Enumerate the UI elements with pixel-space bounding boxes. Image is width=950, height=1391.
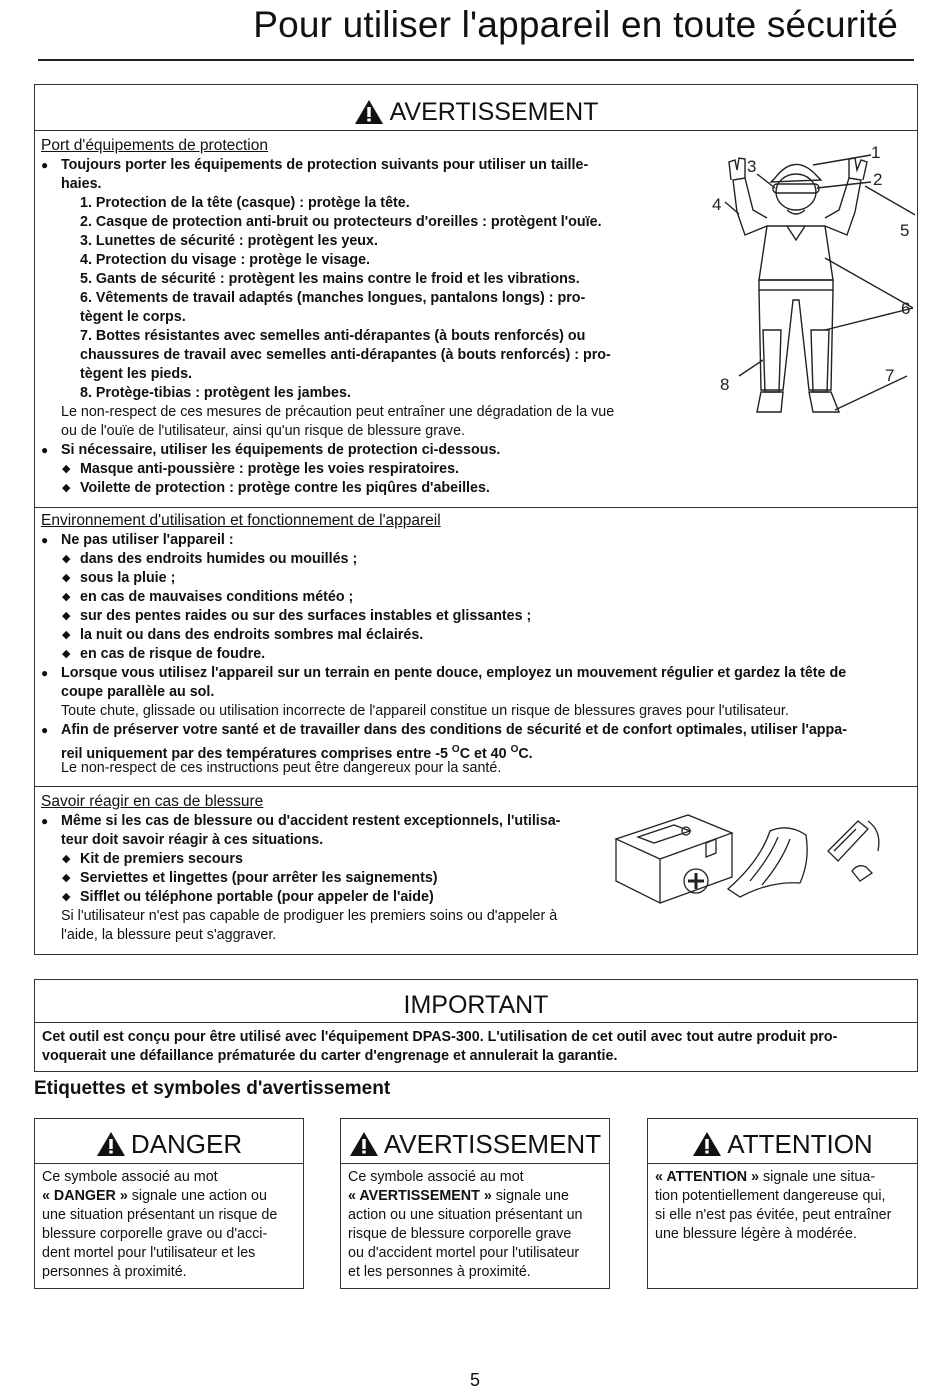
attention-label: ATTENTION: [727, 1128, 873, 1159]
figure-label-1: 1: [871, 143, 881, 162]
protective-equipment-illustration: [675, 140, 915, 430]
protection-line: haies.: [61, 176, 102, 192]
protection-item: 4. Protection du visage : protège le visage.: [80, 252, 370, 268]
environment-item: sur des pentes raides ou sur des surfaces instables et glissantes ;: [80, 608, 532, 624]
protection-item: 6. Vêtements de travail adaptés (manches longues, pantalons longs) : pro-: [80, 290, 586, 306]
danger-box: [34, 1118, 304, 1289]
attention-text-line: tion potentiellement dangereuse qui,: [655, 1188, 886, 1204]
attention-text-line: signale une situa-: [759, 1169, 876, 1185]
protection-line: Si nécessaire, utiliser les équipements de protection ci-dessous.: [61, 442, 501, 458]
danger-text-line: blessure corporelle grave ou d'acci-: [42, 1226, 268, 1242]
environment-line: Ne pas utiliser l'appareil :: [61, 532, 234, 548]
injury-item: Serviettes et lingettes (pour arrêter les saignements): [80, 870, 438, 886]
avertissement-text-line: Ce symbole associé au mot: [348, 1169, 524, 1185]
environment-line: Lorsque vous utilisez l'appareil sur un terrain en pente douce, employez un mouvement régulier et gardez la tête de: [61, 665, 847, 681]
header-rule: [648, 1163, 917, 1164]
protection-line: Toujours porter les équipements de protection suivants pour utiliser un taille-: [61, 157, 589, 173]
page-title: Pour utiliser l'appareil en toute sécurité: [253, 4, 898, 45]
diamond-bullet-icon: ◆: [62, 610, 71, 622]
section-injury-heading: Savoir réagir en cas de blessure: [41, 793, 264, 810]
avertissement-text-line: signale une: [491, 1188, 569, 1204]
environment-line: reil uniquement par des températures comprises entre -5 $^O$C et 40 $^O$C.: [61, 744, 533, 762]
diamond-bullet-icon: ◆: [62, 482, 71, 494]
protection-item: tègent les pieds.: [80, 366, 193, 382]
attention-text-line: une blessure légère à modérée.: [655, 1226, 857, 1242]
diamond-bullet-icon: ◆: [62, 572, 71, 584]
circle-bullet-icon: ●: [41, 666, 49, 680]
diamond-bullet-icon: ◆: [62, 853, 71, 865]
section-rule: [35, 786, 917, 787]
first-aid-illustration: [610, 801, 890, 911]
environment-line: Afin de préserver votre santé et de travailler dans des conditions de sécurité et de confort optimales, utiliser l'appa-: [61, 722, 847, 738]
environment-item: en cas de mauvaises conditions météo ;: [80, 589, 354, 605]
labels-section-heading: Etiquettes et symboles d'avertissement: [34, 1078, 391, 1099]
header-rule: [341, 1163, 609, 1164]
avertissement-text-line: risque de blessure corporelle grave: [348, 1226, 572, 1242]
protection-sub-item: Voilette de protection : protège contre les piqûres d'abeilles.: [80, 480, 490, 496]
diamond-bullet-icon: ◆: [62, 872, 71, 884]
section-rule: [35, 507, 917, 508]
warning-triangle-icon: [354, 99, 384, 125]
protection-sub-item: Masque anti-poussière : protège les voies respiratoires.: [80, 461, 459, 477]
section-protection-heading: Port d'équipements de protection: [41, 137, 268, 154]
protection-note: ou de l'ouïe de l'utilisateur, ainsi qu'un risque de blessure grave.: [61, 423, 465, 439]
important-line: voquerait une défaillance prématurée du carter d'engrenage et annulerait la garantie.: [42, 1048, 618, 1064]
environment-note: Toute chute, glissade ou utilisation incorrecte de l'appareil constitue un risque de blessures graves pour l'utilisateur.: [61, 703, 789, 719]
protection-item: tègent le corps.: [80, 309, 186, 325]
protection-item: 3. Lunettes de sécurité : protègent les yeux.: [80, 233, 378, 249]
injury-item: Kit de premiers secours: [80, 851, 243, 867]
circle-bullet-icon: ●: [41, 443, 49, 457]
protection-item: 2. Casque de protection anti-bruit ou protecteurs d'oreilles : protègent l'ouïe.: [80, 214, 602, 230]
circle-bullet-icon: ●: [41, 723, 49, 737]
avertissement-text-line: ou d'accident mortel pour l'utilisateur: [348, 1245, 580, 1261]
environment-item: en cas de risque de foudre.: [80, 646, 266, 662]
injury-line: teur doit savoir réagir à ces situations.: [61, 832, 324, 848]
warning-triangle-icon: [692, 1131, 722, 1157]
attention-box: [647, 1118, 918, 1289]
attention-text-line: si elle n'est pas évitée, peut entraîner: [655, 1207, 892, 1223]
figure-label-8: 8: [720, 375, 730, 394]
title-rule: [38, 59, 914, 61]
injury-note: Si l'utilisateur n'est pas capable de prodiguer les premiers soins ou d'appeler à: [61, 908, 558, 924]
diamond-bullet-icon: ◆: [62, 629, 71, 641]
danger-keyword: « DANGER »: [42, 1188, 128, 1204]
danger-text-line: signale une action ou: [127, 1188, 267, 1204]
diamond-bullet-icon: ◆: [62, 648, 71, 660]
avertissement-box: [340, 1118, 610, 1289]
header-rule: [35, 1022, 917, 1023]
warning-header-label: AVERTISSEMENT: [389, 97, 599, 126]
figure-label-2: 2: [873, 170, 883, 189]
warning-header: [35, 95, 917, 129]
warning-triangle-icon: [96, 1131, 126, 1157]
avertissement-keyword: « AVERTISSEMENT »: [348, 1188, 492, 1204]
figure-label-5: 5: [900, 221, 910, 240]
danger-text-line: dent mortel pour l'utilisateur et les: [42, 1245, 256, 1261]
protection-item: 5. Gants de sécurité : protègent les mains contre le froid et les vibrations.: [80, 271, 580, 287]
diamond-bullet-icon: ◆: [62, 591, 71, 603]
danger-text-line: une situation présentant un risque de: [42, 1207, 278, 1223]
important-line: Cet outil est conçu pour être utilisé avec l'équipement DPAS-300. L'utilisation de cet outil avec tout autre produit pro-: [42, 1029, 838, 1045]
diamond-bullet-icon: ◆: [62, 463, 71, 475]
danger-text-line: personnes à proximité.: [42, 1264, 187, 1280]
figure-label-3: 3: [747, 157, 757, 176]
protection-item: chaussures de travail avec semelles anti-dérapantes (à bouts renforcés) : pro-: [80, 347, 611, 363]
figure-label-4: 4: [712, 195, 722, 214]
circle-bullet-icon: ●: [41, 814, 49, 828]
circle-bullet-icon: ●: [41, 158, 49, 172]
header-rule: [35, 1163, 303, 1164]
danger-label: DANGER: [130, 1128, 243, 1159]
injury-item: Sifflet ou téléphone portable (pour appeler de l'aide): [80, 889, 434, 905]
warning-box: [34, 84, 918, 955]
circle-bullet-icon: ●: [41, 533, 49, 547]
environment-note: Le non-respect de ces instructions peut être dangereux pour la santé.: [61, 760, 502, 776]
diamond-bullet-icon: ◆: [62, 891, 71, 903]
diamond-bullet-icon: ◆: [62, 553, 71, 565]
important-header: IMPORTANT: [403, 990, 549, 1019]
protection-item: 7. Bottes résistantes avec semelles anti-dérapantes (à bouts renforcés) ou: [80, 328, 586, 344]
injury-line: Même si les cas de blessure ou d'accident restent exceptionnels, l'utilisa-: [61, 813, 561, 829]
section-environment-heading: Environnement d'utilisation et fonctionnement de l'appareil: [41, 512, 441, 529]
important-box: [34, 979, 918, 1072]
figure-label-7: 7: [885, 366, 895, 385]
danger-text-line: Ce symbole associé au mot: [42, 1169, 218, 1185]
avertissement-text-line: action ou une situation présentant un: [348, 1207, 583, 1223]
protection-item: 8. Protège-tibias : protègent les jambes.: [80, 385, 351, 401]
protection-item: 1. Protection de la tête (casque) : protège la tête.: [80, 195, 410, 211]
environment-item: la nuit ou dans des endroits sombres mal éclairés.: [80, 627, 424, 643]
protection-note: Le non-respect de ces mesures de précaution peut entraîner une dégradation de la vue: [61, 404, 615, 420]
injury-note: l'aide, la blessure peut s'aggraver.: [61, 927, 277, 943]
avertissement-label: AVERTISSEMENT: [383, 1128, 602, 1159]
warning-triangle-icon: [349, 1131, 379, 1157]
figure-label-6: 6: [901, 299, 911, 318]
header-rule: [35, 130, 917, 131]
avertissement-text-line: et les personnes à proximité.: [348, 1264, 531, 1280]
environment-line: coupe parallèle au sol.: [61, 684, 215, 700]
attention-keyword: « ATTENTION »: [655, 1169, 760, 1185]
environment-item: dans des endroits humides ou mouillés ;: [80, 551, 358, 567]
environment-item: sous la pluie ;: [80, 570, 176, 586]
page-number: 5: [469, 1370, 480, 1390]
